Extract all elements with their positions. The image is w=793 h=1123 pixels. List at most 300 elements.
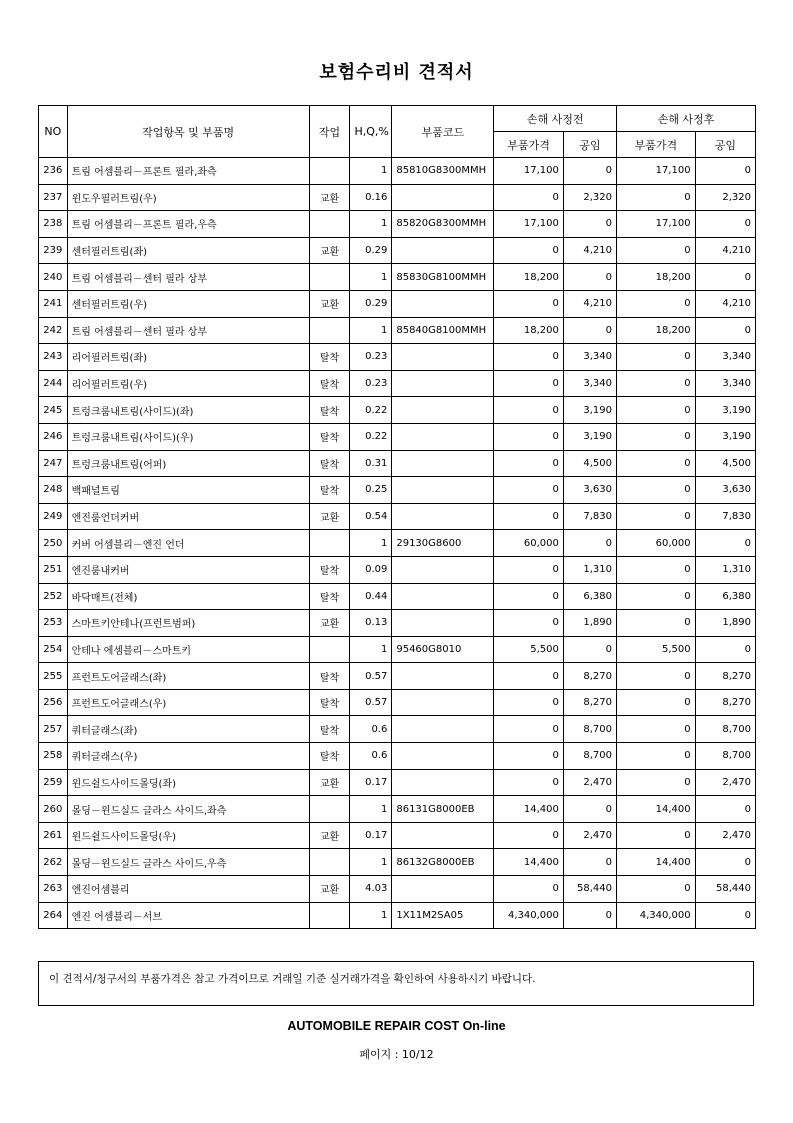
header-before-part-price: 부품가격 xyxy=(494,132,563,158)
row-before-part-price: 0 xyxy=(494,290,563,317)
table-row xyxy=(39,769,756,796)
row-work-type xyxy=(309,264,350,291)
row-after-part-price: 17,100 xyxy=(617,158,696,185)
row-no: 254 xyxy=(39,636,68,663)
row-hq: 1 xyxy=(350,796,392,823)
table-row xyxy=(39,849,756,876)
row-after-labor: 0 xyxy=(695,211,755,238)
row-work-type: 탈착 xyxy=(309,397,350,424)
row-hq: 1 xyxy=(350,317,392,344)
row-item-name: 윈드쉴드사이드몰딩(좌) xyxy=(67,769,309,796)
row-hq: 0.6 xyxy=(350,743,392,770)
row-hq: 0.54 xyxy=(350,503,392,530)
row-after-part-price: 17,100 xyxy=(617,211,696,238)
row-no: 262 xyxy=(39,849,68,876)
row-part-code xyxy=(392,876,494,903)
row-before-labor: 0 xyxy=(563,158,616,185)
row-after-part-price: 0 xyxy=(617,370,696,397)
row-item-name: 쿼터글래스(좌) xyxy=(67,716,309,743)
row-part-code xyxy=(392,743,494,770)
row-part-code xyxy=(392,184,494,211)
row-before-part-price: 17,100 xyxy=(494,158,563,185)
row-hq: 0.57 xyxy=(350,689,392,716)
row-hq: 0.22 xyxy=(350,397,392,424)
row-after-labor: 3,340 xyxy=(695,370,755,397)
row-no: 263 xyxy=(39,876,68,903)
row-after-labor: 0 xyxy=(695,849,755,876)
row-before-labor: 3,340 xyxy=(563,370,616,397)
row-item-name: 몰딩－윈드실드 글라스 사이드,우측 xyxy=(67,849,309,876)
row-after-labor: 0 xyxy=(695,317,755,344)
row-after-labor: 1,890 xyxy=(695,610,755,637)
document-title: 보험수리비 견적서 xyxy=(319,62,474,83)
row-after-part-price: 0 xyxy=(617,663,696,690)
row-no: 245 xyxy=(39,397,68,424)
row-before-part-price: 5,500 xyxy=(494,636,563,663)
row-part-code xyxy=(392,716,494,743)
row-before-part-price: 17,100 xyxy=(494,211,563,238)
row-no: 253 xyxy=(39,610,68,637)
row-after-labor: 4,500 xyxy=(695,450,755,477)
row-work-type: 탈착 xyxy=(309,583,350,610)
row-before-labor: 4,210 xyxy=(563,290,616,317)
row-no: 237 xyxy=(39,184,68,211)
row-after-labor: 4,210 xyxy=(695,237,755,264)
row-after-part-price: 0 xyxy=(617,689,696,716)
row-item-name: 몰딩－윈드실드 글라스 사이드,좌측 xyxy=(67,796,309,823)
row-work-type: 교환 xyxy=(309,610,350,637)
row-before-labor: 8,700 xyxy=(563,743,616,770)
table-row xyxy=(39,530,756,557)
row-item-name: 트렁크룸내트림(어퍼) xyxy=(67,450,309,477)
row-item-name: 엔진어셈블리 xyxy=(67,876,309,903)
row-part-code: 86131G8000EB xyxy=(392,796,494,823)
row-before-labor: 1,890 xyxy=(563,610,616,637)
row-before-labor: 3,340 xyxy=(563,344,616,371)
row-before-part-price: 0 xyxy=(494,184,563,211)
row-hq: 0.57 xyxy=(350,663,392,690)
row-part-code xyxy=(392,450,494,477)
page-number: 페이지 : 10/12 xyxy=(359,1048,434,1061)
row-after-labor: 1,310 xyxy=(695,556,755,583)
table-row xyxy=(39,636,756,663)
row-no: 258 xyxy=(39,743,68,770)
table-row xyxy=(39,397,756,424)
row-part-code xyxy=(392,237,494,264)
row-after-part-price: 0 xyxy=(617,822,696,849)
row-item-name: 트림 어셈블리－프론트 필라,우측 xyxy=(67,211,309,238)
row-after-part-price: 0 xyxy=(617,743,696,770)
table-row xyxy=(39,716,756,743)
row-item-name: 쿼터글래스(우) xyxy=(67,743,309,770)
row-after-labor: 3,190 xyxy=(695,397,755,424)
row-hq: 0.29 xyxy=(350,290,392,317)
row-after-labor: 8,270 xyxy=(695,663,755,690)
row-hq: 0.16 xyxy=(350,184,392,211)
row-item-name: 커버 어셈블리－엔진 언더 xyxy=(67,530,309,557)
row-after-labor: 0 xyxy=(695,530,755,557)
row-part-code xyxy=(392,477,494,504)
table-row xyxy=(39,477,756,504)
row-hq: 1 xyxy=(350,211,392,238)
row-item-name: 트림 어셈블리－프론트 필라,좌측 xyxy=(67,158,309,185)
row-before-part-price: 14,400 xyxy=(494,796,563,823)
row-no: 250 xyxy=(39,530,68,557)
row-after-labor: 3,340 xyxy=(695,344,755,371)
row-after-labor: 3,190 xyxy=(695,423,755,450)
row-hq: 4.03 xyxy=(350,876,392,903)
row-before-part-price: 60,000 xyxy=(494,530,563,557)
row-hq: 0.25 xyxy=(350,477,392,504)
row-after-labor: 6,380 xyxy=(695,583,755,610)
row-work-type xyxy=(309,211,350,238)
row-before-part-price: 0 xyxy=(494,689,563,716)
row-after-labor: 58,440 xyxy=(695,876,755,903)
row-hq: 0.29 xyxy=(350,237,392,264)
row-part-code: 85820G8300MMH xyxy=(392,211,494,238)
row-before-part-price: 0 xyxy=(494,370,563,397)
row-after-part-price: 0 xyxy=(617,556,696,583)
row-part-code xyxy=(392,583,494,610)
row-before-labor: 0 xyxy=(563,849,616,876)
row-before-part-price: 0 xyxy=(494,716,563,743)
row-before-labor: 4,210 xyxy=(563,237,616,264)
row-hq: 0.23 xyxy=(350,370,392,397)
row-no: 249 xyxy=(39,503,68,530)
row-no: 241 xyxy=(39,290,68,317)
row-before-labor: 8,270 xyxy=(563,689,616,716)
row-part-code xyxy=(392,822,494,849)
row-before-labor: 0 xyxy=(563,530,616,557)
row-before-labor: 7,830 xyxy=(563,503,616,530)
row-part-code xyxy=(392,344,494,371)
row-before-part-price: 0 xyxy=(494,477,563,504)
row-before-part-price: 18,200 xyxy=(494,264,563,291)
table-row xyxy=(39,450,756,477)
row-after-part-price: 0 xyxy=(617,184,696,211)
header-after-labor: 공임 xyxy=(695,132,755,158)
row-work-type xyxy=(309,796,350,823)
row-part-code: 95460G8010 xyxy=(392,636,494,663)
row-part-code: 86132G8000EB xyxy=(392,849,494,876)
header-code: 부품코드 xyxy=(392,106,494,158)
row-hq: 1 xyxy=(350,636,392,663)
table-row xyxy=(39,503,756,530)
row-before-labor: 1,310 xyxy=(563,556,616,583)
row-part-code xyxy=(392,397,494,424)
row-part-code: 85830G8100MMH xyxy=(392,264,494,291)
row-hq: 0.23 xyxy=(350,344,392,371)
row-item-name: 트렁크룸내트림(사이드)(우) xyxy=(67,423,309,450)
row-no: 257 xyxy=(39,716,68,743)
row-after-part-price: 0 xyxy=(617,290,696,317)
header-before-labor: 공임 xyxy=(563,132,616,158)
table-row xyxy=(39,184,756,211)
row-after-labor: 0 xyxy=(695,264,755,291)
row-work-type: 교환 xyxy=(309,184,350,211)
row-hq: 1 xyxy=(350,530,392,557)
table-row xyxy=(39,556,756,583)
row-before-part-price: 0 xyxy=(494,583,563,610)
row-after-part-price: 0 xyxy=(617,423,696,450)
row-hq: 0.17 xyxy=(350,769,392,796)
row-work-type: 탈착 xyxy=(309,663,350,690)
row-item-name: 안테나 에셈블리－스마트키 xyxy=(67,636,309,663)
row-item-name: 엔진 어셈블리－서브 xyxy=(67,902,309,929)
row-item-name: 윈드쉴드사이드몰딩(우) xyxy=(67,822,309,849)
table-row xyxy=(39,344,756,371)
row-no: 259 xyxy=(39,769,68,796)
row-work-type: 탈착 xyxy=(309,370,350,397)
table-row xyxy=(39,317,756,344)
row-no: 256 xyxy=(39,689,68,716)
table-row xyxy=(39,902,756,929)
row-before-labor: 2,470 xyxy=(563,822,616,849)
row-hq: 1 xyxy=(350,264,392,291)
table-row xyxy=(39,290,756,317)
row-work-type: 교환 xyxy=(309,503,350,530)
table-row xyxy=(39,822,756,849)
row-work-type: 교환 xyxy=(309,290,350,317)
row-part-code xyxy=(392,370,494,397)
table-row xyxy=(39,610,756,637)
row-no: 244 xyxy=(39,370,68,397)
table-row xyxy=(39,663,756,690)
row-hq: 0.44 xyxy=(350,583,392,610)
row-before-part-price: 4,340,000 xyxy=(494,902,563,929)
row-hq: 0.22 xyxy=(350,423,392,450)
header-hq: H,Q,% xyxy=(350,106,392,158)
table-row xyxy=(39,423,756,450)
row-no: 252 xyxy=(39,583,68,610)
row-before-labor: 3,190 xyxy=(563,397,616,424)
row-work-type: 탈착 xyxy=(309,689,350,716)
row-part-code xyxy=(392,556,494,583)
row-after-labor: 2,320 xyxy=(695,184,755,211)
row-after-labor: 2,470 xyxy=(695,769,755,796)
row-before-labor: 0 xyxy=(563,211,616,238)
header-work: 작업 xyxy=(309,106,350,158)
row-before-labor: 3,190 xyxy=(563,423,616,450)
row-no: 248 xyxy=(39,477,68,504)
row-after-part-price: 0 xyxy=(617,344,696,371)
row-no: 260 xyxy=(39,796,68,823)
row-before-part-price: 0 xyxy=(494,344,563,371)
header-after-part-price: 부품가격 xyxy=(617,132,696,158)
row-hq: 0.6 xyxy=(350,716,392,743)
row-after-part-price: 0 xyxy=(617,450,696,477)
row-work-type xyxy=(309,317,350,344)
row-hq: 0.17 xyxy=(350,822,392,849)
row-item-name: 백패널트림 xyxy=(67,477,309,504)
row-item-name: 센터필러트림(우) xyxy=(67,290,309,317)
row-after-part-price: 18,200 xyxy=(617,317,696,344)
table-row xyxy=(39,743,756,770)
row-no: 247 xyxy=(39,450,68,477)
row-part-code xyxy=(392,610,494,637)
row-no: 236 xyxy=(39,158,68,185)
table-row xyxy=(39,796,756,823)
row-work-type: 탈착 xyxy=(309,556,350,583)
row-item-name: 스마트키안테나(프런트범퍼) xyxy=(67,610,309,637)
row-before-part-price: 0 xyxy=(494,397,563,424)
row-before-labor: 0 xyxy=(563,264,616,291)
row-before-part-price: 0 xyxy=(494,237,563,264)
table-header xyxy=(39,106,756,158)
row-before-part-price: 0 xyxy=(494,610,563,637)
row-hq: 1 xyxy=(350,158,392,185)
row-before-part-price: 0 xyxy=(494,876,563,903)
row-after-part-price: 0 xyxy=(617,716,696,743)
row-after-labor: 3,630 xyxy=(695,477,755,504)
row-no: 251 xyxy=(39,556,68,583)
table-row xyxy=(39,876,756,903)
table-row xyxy=(39,158,756,185)
row-item-name: 엔진룸내커버 xyxy=(67,556,309,583)
row-no: 238 xyxy=(39,211,68,238)
row-before-part-price: 14,400 xyxy=(494,849,563,876)
row-work-type: 교환 xyxy=(309,237,350,264)
row-after-labor: 8,700 xyxy=(695,716,755,743)
estimate-table xyxy=(38,105,756,929)
row-work-type: 탈착 xyxy=(309,423,350,450)
row-before-part-price: 0 xyxy=(494,769,563,796)
row-item-name: 프런트도어글래스(우) xyxy=(67,689,309,716)
header-after: 손해 사정후 xyxy=(617,106,756,132)
table-row xyxy=(39,264,756,291)
table-row xyxy=(39,370,756,397)
row-no: 239 xyxy=(39,237,68,264)
row-after-part-price: 14,400 xyxy=(617,796,696,823)
notice-box: 이 견적서/청구서의 부품가격은 참고 가격이므로 거래일 기준 실거래가격을 확인하여 사용하시기 바랍니다. xyxy=(38,961,754,1006)
header-no: NO xyxy=(39,106,68,158)
row-work-type xyxy=(309,158,350,185)
row-before-labor: 58,440 xyxy=(563,876,616,903)
row-work-type: 탈착 xyxy=(309,743,350,770)
table-body xyxy=(39,158,756,929)
row-after-labor: 0 xyxy=(695,158,755,185)
row-before-labor: 8,270 xyxy=(563,663,616,690)
row-before-part-price: 0 xyxy=(494,503,563,530)
table-row xyxy=(39,211,756,238)
row-after-labor: 4,210 xyxy=(695,290,755,317)
row-no: 240 xyxy=(39,264,68,291)
row-work-type: 탈착 xyxy=(309,450,350,477)
row-after-part-price: 60,000 xyxy=(617,530,696,557)
row-before-labor: 6,380 xyxy=(563,583,616,610)
row-before-part-price: 0 xyxy=(494,822,563,849)
row-no: 243 xyxy=(39,344,68,371)
row-after-labor: 0 xyxy=(695,796,755,823)
row-item-name: 엔진룸언더커버 xyxy=(67,503,309,530)
row-after-part-price: 0 xyxy=(617,583,696,610)
table-row xyxy=(39,583,756,610)
row-part-code xyxy=(392,503,494,530)
row-no: 264 xyxy=(39,902,68,929)
row-after-labor: 0 xyxy=(695,902,755,929)
row-part-code: 1X11M2SA05 xyxy=(392,902,494,929)
row-hq: 1 xyxy=(350,902,392,929)
row-work-type xyxy=(309,849,350,876)
header-item: 작업항목 및 부품명 xyxy=(67,106,309,158)
row-part-code: 85810G8300MMH xyxy=(392,158,494,185)
row-work-type: 교환 xyxy=(309,876,350,903)
row-item-name: 리어필러트림(좌) xyxy=(67,344,309,371)
row-part-code: 85840G8100MMH xyxy=(392,317,494,344)
row-item-name: 윈도우필러트림(우) xyxy=(67,184,309,211)
row-no: 242 xyxy=(39,317,68,344)
row-part-code xyxy=(392,769,494,796)
row-item-name: 트렁크룸내트림(사이드)(좌) xyxy=(67,397,309,424)
table-row xyxy=(39,237,756,264)
header-before: 손해 사정전 xyxy=(494,106,617,132)
row-part-code xyxy=(392,423,494,450)
row-item-name: 트림 어셈블리－센터 필라 상부 xyxy=(67,317,309,344)
row-work-type: 교환 xyxy=(309,822,350,849)
row-after-part-price: 0 xyxy=(617,237,696,264)
row-after-labor: 7,830 xyxy=(695,503,755,530)
row-work-type: 탈착 xyxy=(309,716,350,743)
row-item-name: 바닥매트(전체) xyxy=(67,583,309,610)
row-no: 246 xyxy=(39,423,68,450)
row-after-part-price: 0 xyxy=(617,503,696,530)
row-no: 261 xyxy=(39,822,68,849)
footer-brand: AUTOMOBILE REPAIR COST On-line xyxy=(287,1019,506,1033)
row-after-labor: 8,700 xyxy=(695,743,755,770)
row-after-part-price: 0 xyxy=(617,397,696,424)
row-after-labor: 0 xyxy=(695,636,755,663)
row-no: 255 xyxy=(39,663,68,690)
row-before-part-price: 0 xyxy=(494,450,563,477)
row-before-labor: 8,700 xyxy=(563,716,616,743)
row-before-labor: 2,470 xyxy=(563,769,616,796)
row-before-part-price: 0 xyxy=(494,556,563,583)
row-work-type xyxy=(309,902,350,929)
row-item-name: 리어필러트림(우) xyxy=(67,370,309,397)
row-item-name: 트림 어셈블리－센터 필라 상부 xyxy=(67,264,309,291)
row-item-name: 센터필러트림(좌) xyxy=(67,237,309,264)
row-before-part-price: 0 xyxy=(494,663,563,690)
row-after-labor: 2,470 xyxy=(695,822,755,849)
row-part-code: 29130G8600 xyxy=(392,530,494,557)
row-before-labor: 4,500 xyxy=(563,450,616,477)
row-before-labor: 0 xyxy=(563,902,616,929)
row-part-code xyxy=(392,663,494,690)
row-after-part-price: 14,400 xyxy=(617,849,696,876)
row-item-name: 프런트도어글래스(좌) xyxy=(67,663,309,690)
row-before-labor: 3,630 xyxy=(563,477,616,504)
row-hq: 0.31 xyxy=(350,450,392,477)
row-work-type: 탈착 xyxy=(309,477,350,504)
row-after-part-price: 0 xyxy=(617,769,696,796)
row-after-part-price: 0 xyxy=(617,477,696,504)
row-after-labor: 8,270 xyxy=(695,689,755,716)
row-hq: 1 xyxy=(350,849,392,876)
table-row xyxy=(39,689,756,716)
row-after-part-price: 0 xyxy=(617,610,696,637)
row-work-type: 탈착 xyxy=(309,344,350,371)
row-before-part-price: 0 xyxy=(494,423,563,450)
row-hq: 0.13 xyxy=(350,610,392,637)
row-work-type xyxy=(309,530,350,557)
row-before-part-price: 0 xyxy=(494,743,563,770)
row-part-code xyxy=(392,290,494,317)
row-after-part-price: 5,500 xyxy=(617,636,696,663)
row-part-code xyxy=(392,689,494,716)
row-hq: 0.09 xyxy=(350,556,392,583)
row-before-labor: 0 xyxy=(563,636,616,663)
row-work-type xyxy=(309,636,350,663)
